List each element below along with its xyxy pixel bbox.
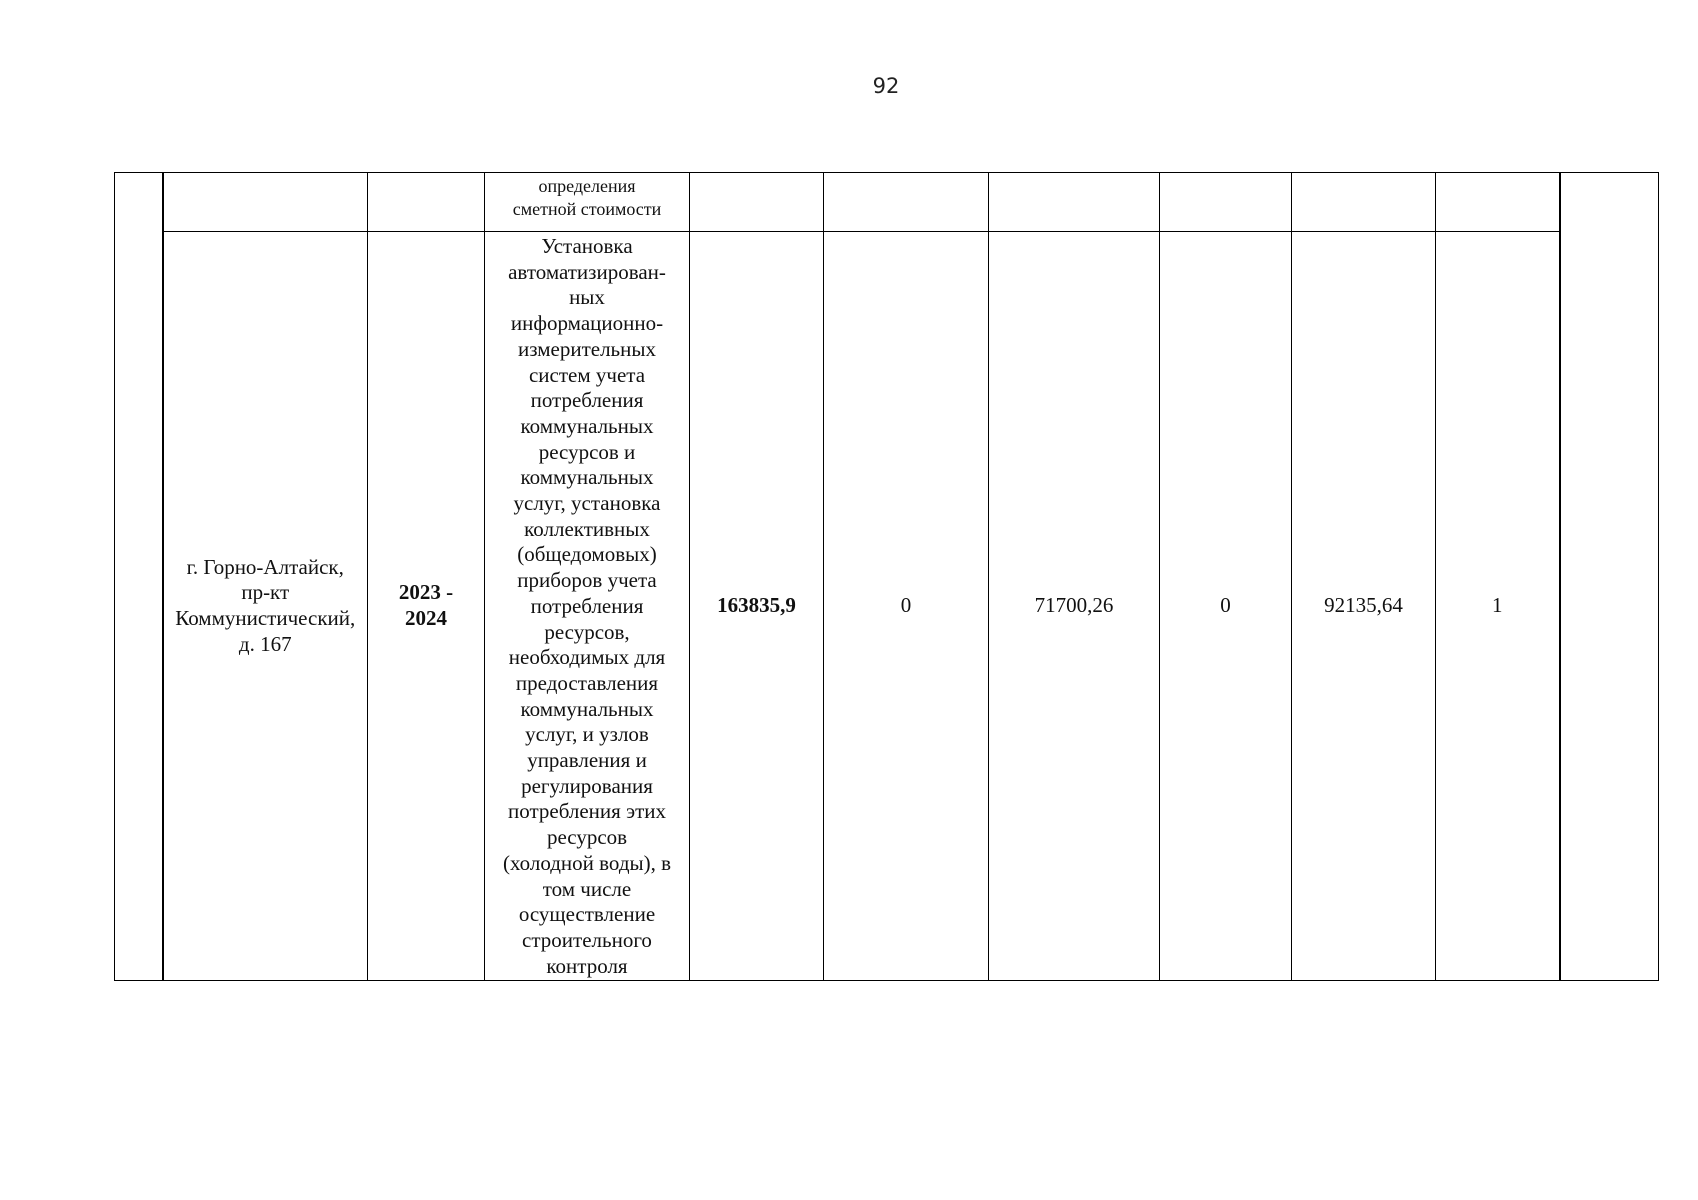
work-description-cell: определения сметной стоимости <box>485 173 690 232</box>
period-cell <box>368 173 485 232</box>
value-cell <box>1292 173 1436 232</box>
value-cell <box>1436 173 1560 232</box>
works-table <box>114 172 1659 981</box>
row-number-cell <box>115 173 163 981</box>
address-cell: г. Горно-Алтайск, пр-кт Коммунистический, д. 167 <box>163 232 368 981</box>
value-cell: 0 <box>824 232 989 981</box>
value-cell <box>989 173 1160 232</box>
total-cost-cell <box>690 173 824 232</box>
work-description-cell: Установка автоматизирован- ных информационно- измерительных систем учета потребления коммунальных ресурсов и коммунальных услуг, установка коллективных (общедомовых) приборов учета потребления ресурсов, необходимых для предоставления коммунальных услуг, и узлов управления и регулирования потребления этих ресурсов (холодной воды), в том числе осуществление строительного контроля <box>485 232 690 981</box>
value-cell <box>1160 173 1292 232</box>
empty-cell <box>1560 173 1659 981</box>
value-cell: 0 <box>1160 232 1292 981</box>
table-row <box>115 173 1659 232</box>
page-number: 92 <box>872 74 900 98</box>
value-cell: 71700,26 <box>989 232 1160 981</box>
total-cost-cell: 163835,9 <box>690 232 824 981</box>
table-row <box>115 232 1659 981</box>
address-cell <box>163 173 368 232</box>
value-cell <box>824 173 989 232</box>
period-cell: 2023 - 2024 <box>368 232 485 981</box>
value-cell: 1 <box>1436 232 1560 981</box>
value-cell: 92135,64 <box>1292 232 1436 981</box>
